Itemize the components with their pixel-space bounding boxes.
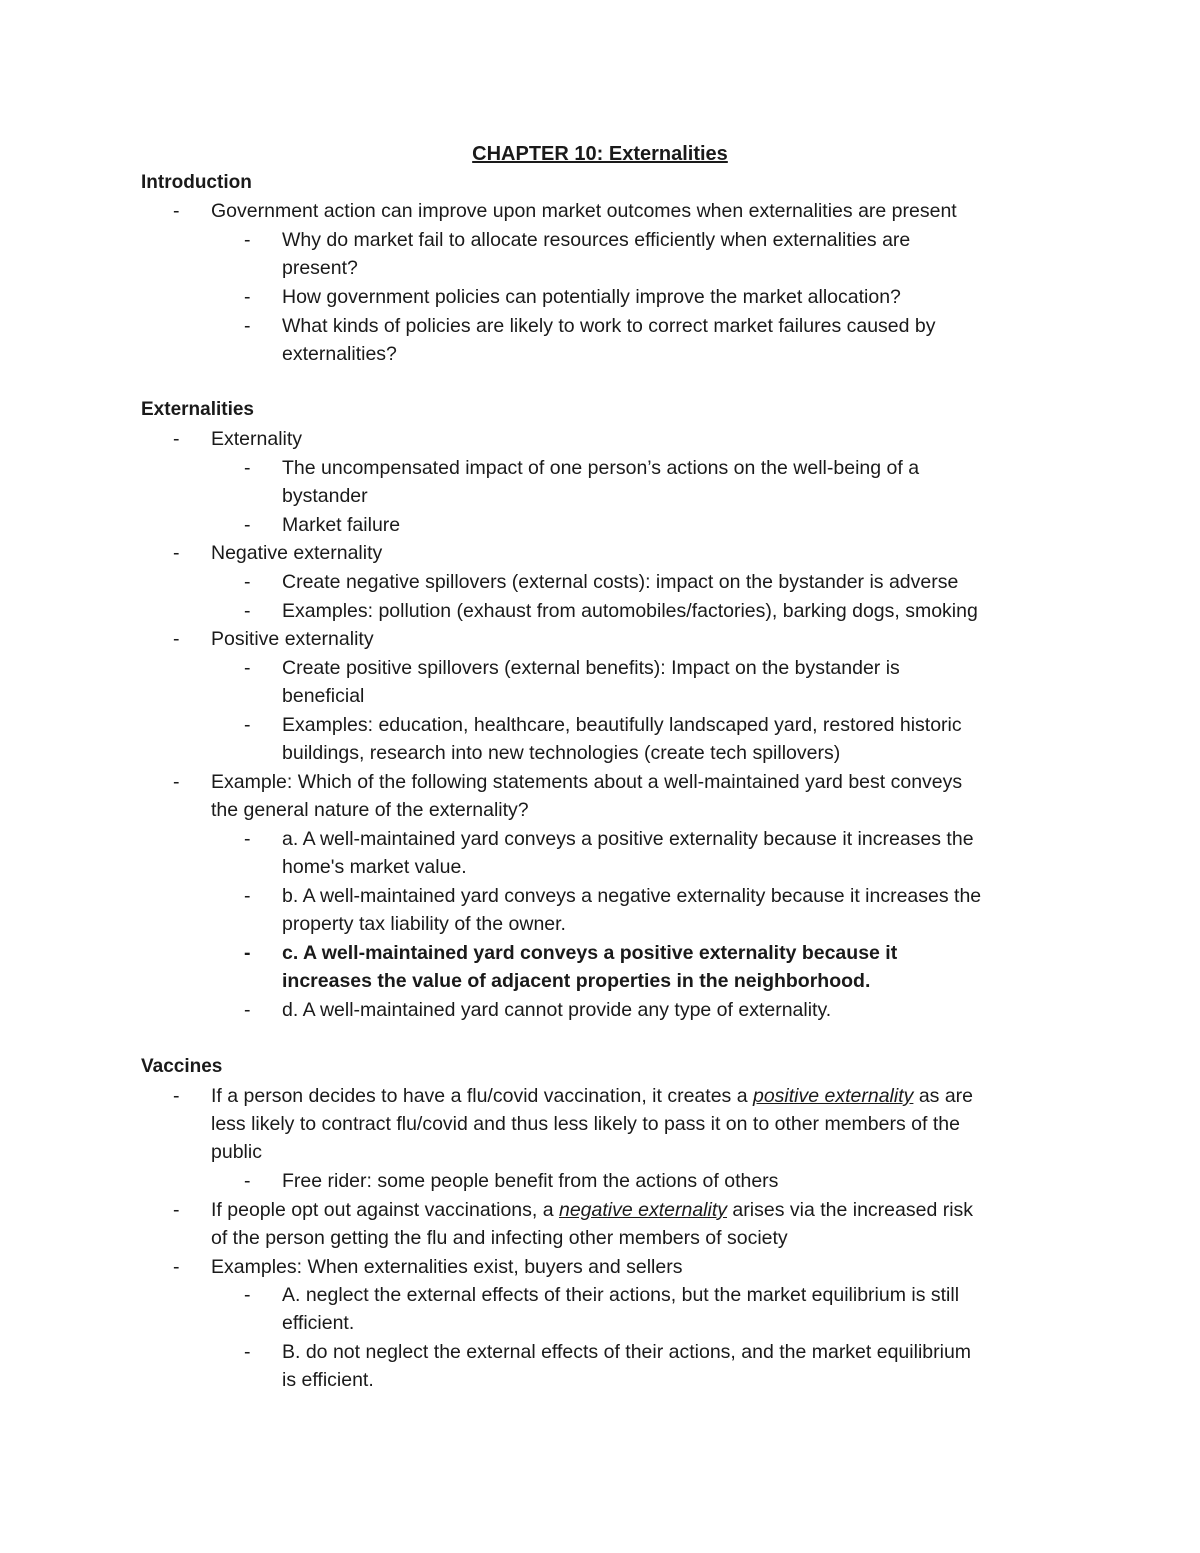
bullet-dash: - <box>244 828 251 850</box>
bullet-dash: - <box>244 999 251 1021</box>
option-b-continued: property tax liability of the owner. <box>282 913 566 935</box>
bullet-text: The uncompensated impact of one person’s actions on the well-being of a <box>282 457 920 479</box>
bullet-dash: - <box>244 714 251 736</box>
negative-externality-term: negative externality <box>558 1199 728 1221</box>
text-run: as are <box>913 1085 974 1107</box>
bullet-text: Why do market fail to allocate resources efficiently when externalities are <box>282 229 911 251</box>
bullet-dash: - <box>173 1199 180 1221</box>
bullet-text: What kinds of policies are likely to work to correct market failures caused by <box>282 315 936 337</box>
option-a-continued: home's market value. <box>282 856 467 878</box>
page-title: CHAPTER 10: Externalities <box>472 143 728 165</box>
bullet-text: Externality <box>211 428 303 450</box>
bullet-text: Free rider: some people benefit from the actions of others <box>282 1170 779 1192</box>
bullet-dash: - <box>244 229 251 251</box>
answer-a: A. neglect the external effects of their actions, but the market equilibrium is still <box>282 1284 960 1306</box>
bullet-dash: - <box>173 542 180 564</box>
section-heading-introduction: Introduction <box>141 172 252 193</box>
bullet-text: Example: Which of the following statements about a well-maintained yard best conveys <box>211 771 963 793</box>
bullet-dash: - <box>244 600 251 622</box>
bullet-text: Create negative spillovers (external costs): impact on the bystander is adverse <box>282 571 959 593</box>
text-run: If a person decides to have a flu/covid vaccination, it creates a <box>211 1085 753 1107</box>
bullet-dash: - <box>173 628 180 650</box>
answer-b-continued: is efficient. <box>282 1369 374 1391</box>
answer-b: B. do not neglect the external effects of their actions, and the market equilibrium <box>282 1341 972 1363</box>
bullet-text <box>211 1082 973 1111</box>
bullet-dash: - <box>244 514 251 536</box>
section-heading-vaccines: Vaccines <box>141 1056 223 1077</box>
bullet-dash: - <box>244 457 251 479</box>
bullet-text-continued: less likely to contract flu/covid and thus less likely to pass it on to other members of the <box>211 1113 960 1135</box>
bullet-text: Positive externality <box>211 628 374 650</box>
option-b: b. A well-maintained yard conveys a negative externality because it increases the <box>282 885 982 907</box>
positive-externality-term: positive externality <box>752 1085 914 1107</box>
bullet-text: Market failure <box>282 514 401 536</box>
bullet-dash: - <box>244 885 251 907</box>
bullet-dash: - <box>244 315 251 337</box>
bullet-text <box>211 1196 973 1225</box>
option-a: a. A well-maintained yard conveys a positive externality because it increases the <box>282 828 974 850</box>
bullet-dash: - <box>173 428 180 450</box>
text-run: arises via the increased risk <box>727 1199 974 1221</box>
bullet-dash: - <box>244 286 251 308</box>
bullet-dash: - <box>173 1085 180 1107</box>
answer-a-continued: efficient. <box>282 1312 355 1334</box>
bullet-text: Examples: When externalities exist, buyers and sellers <box>211 1256 683 1278</box>
section-heading-externalities: Externalities <box>141 399 254 420</box>
bullet-text-continued: public <box>211 1141 262 1163</box>
option-c-correct: c. A well-maintained yard conveys a positive externality because it <box>282 942 898 964</box>
bullet-dash: - <box>244 657 251 679</box>
bullet-text-continued: of the person getting the flu and infecting other members of society <box>211 1227 788 1249</box>
bullet-dash: - <box>244 1170 251 1192</box>
bullet-dash: - <box>244 571 251 593</box>
text-run: If people opt out against vaccinations, a <box>211 1199 559 1221</box>
bullet-text-continued: beneficial <box>282 685 365 707</box>
bullet-dash: - <box>173 1256 180 1278</box>
bullet-dash: - <box>244 942 251 964</box>
bullet-text: Government action can improve upon market outcomes when externalities are present <box>211 200 957 222</box>
option-c-correct-continued: increases the value of adjacent properties in the neighborhood. <box>282 970 871 992</box>
bullet-text-continued: the general nature of the externality? <box>211 799 529 821</box>
bullet-dash: - <box>244 1341 251 1363</box>
bullet-text-continued: buildings, research into new technologies (create tech spillovers) <box>282 742 841 764</box>
bullet-dash: - <box>244 1284 251 1306</box>
bullet-text-continued: bystander <box>282 485 368 507</box>
bullet-text: How government policies can potentially improve the market allocation? <box>282 286 901 308</box>
bullet-dash: - <box>173 771 180 793</box>
bullet-text-continued: externalities? <box>282 343 397 365</box>
bullet-dash: - <box>173 200 180 222</box>
bullet-text: Examples: education, healthcare, beautifully landscaped yard, restored historic <box>282 714 962 736</box>
bullet-text: Create positive spillovers (external benefits): Impact on the bystander is <box>282 657 900 679</box>
bullet-text: Examples: pollution (exhaust from automobiles/factories), barking dogs, smoking <box>282 600 978 622</box>
bullet-text: Negative externality <box>211 542 383 564</box>
bullet-text-continued: present? <box>282 257 358 279</box>
option-d: d. A well-maintained yard cannot provide any type of externality. <box>282 999 832 1021</box>
